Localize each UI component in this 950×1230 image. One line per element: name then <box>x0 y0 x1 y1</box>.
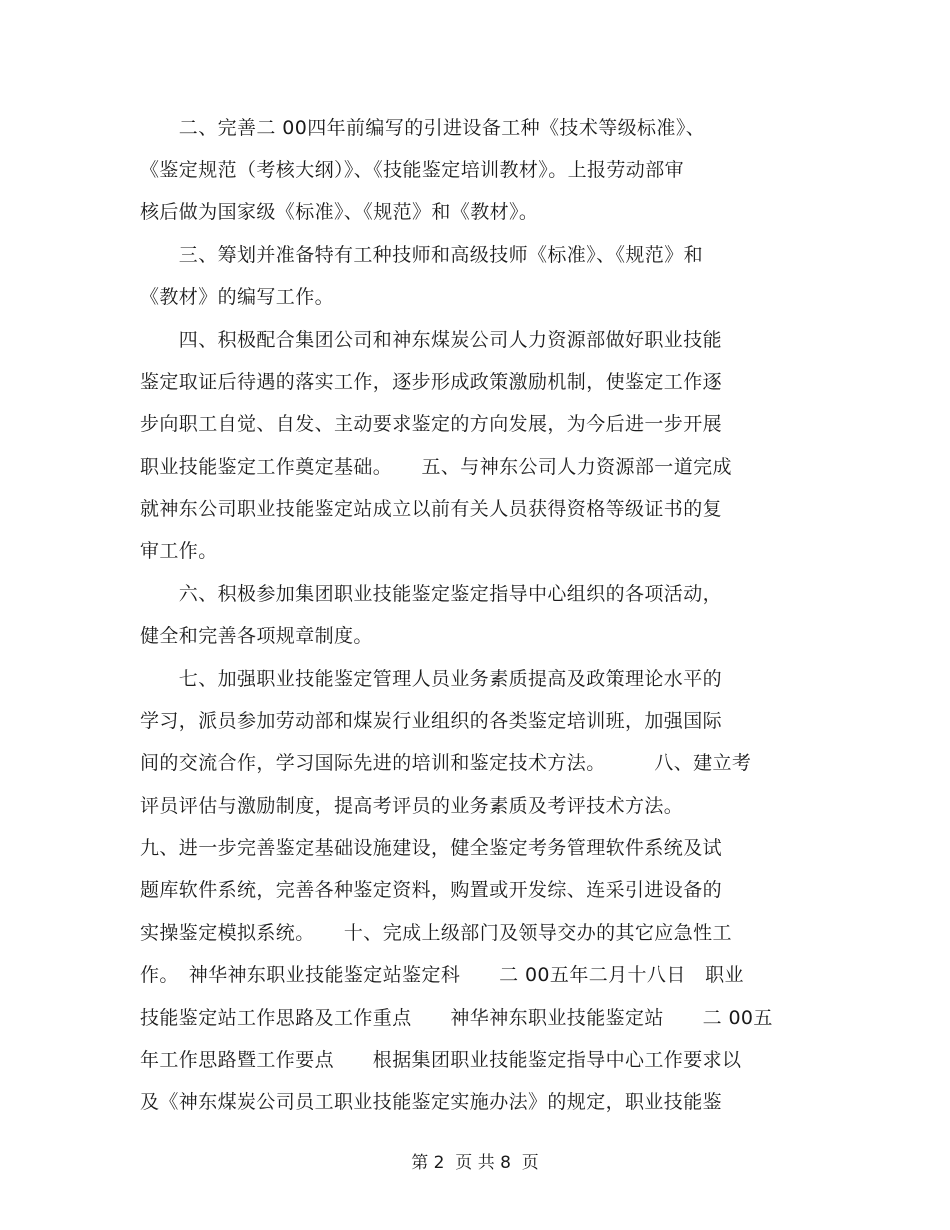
text-line: 核后做为国家级《标准》、《规范》和《教材》。 <box>140 201 539 223</box>
text-line: 及《神东煤炭公司员工职业技能鉴定实施办法》的规定，职业技能鉴 <box>140 1091 723 1113</box>
text-line: 就神东公司职业技能鉴定站成立以前有关人员获得资格等级证书的复 <box>140 498 723 520</box>
text-line: 《教材》的编写工作。 <box>140 286 335 308</box>
text-line: 审工作。 <box>140 540 218 562</box>
text-line: 年工作思路暨工作要点 根据集团职业技能鉴定指导中心工作要求以 <box>140 1049 742 1071</box>
text-line: 评员评估与激励制度，提高考评员的业务素质及考评技术方法。 <box>140 795 684 817</box>
text-line: 鉴定取证后待遇的落实工作，逐步形成政策激励机制，使鉴定工作逐 <box>140 371 723 393</box>
text-line: 三、筹划并准备特有工种技师和高级技师《标准》、《规范》和 <box>140 244 704 266</box>
text-line: 实操鉴定模拟系统。 十、完成上级部门及领导交办的其它应急性工 <box>140 922 732 944</box>
text-line: 健全和完善各项规章制度。 <box>140 625 373 647</box>
text-line: 职业技能鉴定工作奠定基础。 五、与神东公司人力资源部一道完成 <box>140 456 732 478</box>
text-line: 四、积极配合集团公司和神东煤炭公司人力资源部做好职业技能 <box>140 329 723 351</box>
text-line: 二、完善二 00四年前编写的引进设备工种《技术等级标准》、 <box>140 117 706 139</box>
text-line: 作。 神华神东职业技能鉴定站鉴定科 二 00五年二月十八日 职业 <box>140 964 744 986</box>
page-footer: 第 2 页 共 8 页 <box>411 1153 539 1173</box>
text-line: 七、加强职业技能鉴定管理人员业务素质提高及政策理论水平的 <box>140 668 723 690</box>
text-line: 技能鉴定站工作思路及工作重点 神华神东职业技能鉴定站 二 00五 <box>140 1007 773 1029</box>
text-line: 间的交流合作，学习国际先进的培训和鉴定技术方法。 八、建立考 <box>140 752 752 774</box>
text-line: 《鉴定规范（考核大纲）》、《技能鉴定培训教材》。上报劳动部审 <box>140 159 685 181</box>
text-line: 学习，派员参加劳动部和煤炭行业组织的各类鉴定培训班，加强国际 <box>140 710 723 732</box>
text-line: 题库软件系统，完善各种鉴定资料，购置或开发综、连采引进设备的 <box>140 879 723 901</box>
text-line: 九、进一步完善鉴定基础设施建设，健全鉴定考务管理软件系统及试 <box>140 837 723 859</box>
text-line: 步向职工自觉、自发、主动要求鉴定的方向发展，为今后进一步开展 <box>140 413 723 435</box>
text-line: 六、积极参加集团职业技能鉴定鉴定指导中心组织的各项活动， <box>140 583 723 605</box>
